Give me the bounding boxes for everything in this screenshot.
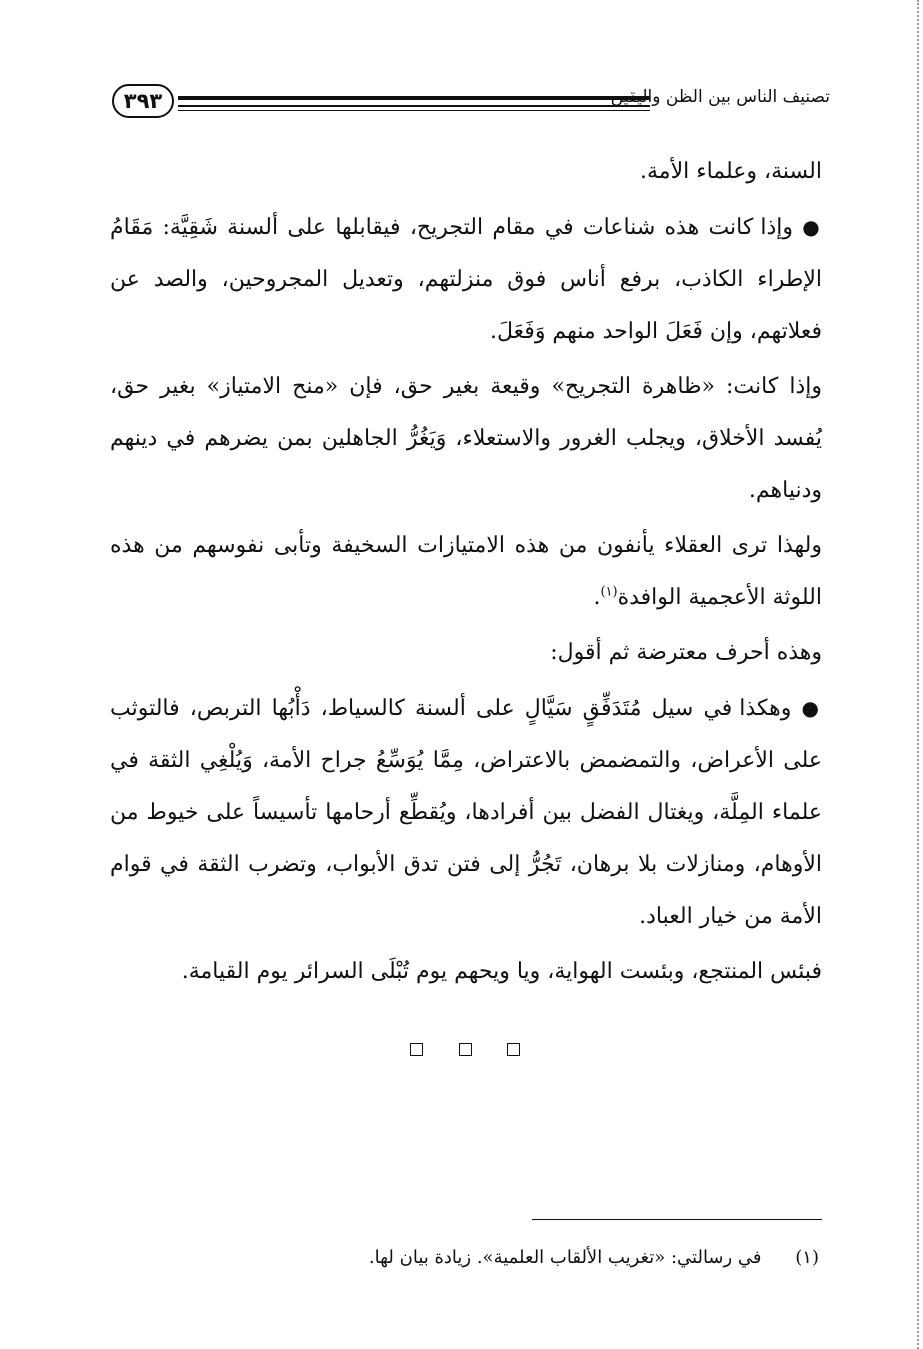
paragraph-text: وهكذا في سيل مُتَدَفِّقٍ سَيَّالٍ على ألسنة كالسياط، دَأْبُها التربص، فالتوثب على الأعراض، والتمضمض بالاعتراض، مِمَّا يُوَسِّعُ جراح الأمة، وَيُلْغِي الثقة في علماء المِلَّة، ويغتال الفضل بين أفرادها، ويُقطِّع أرحامها تأسيساً على خيوط من الأوهام، ومنازلات بلا برهان، تَجُرُّ إلى فتن تدق الأبواب، وتضرب الثقة في قوام الأمة من خيار العباد. — [110, 696, 822, 929]
paragraph — [110, 627, 822, 679]
paragraph-text: فبئس المنتجع، وبئست الهواية، ويا ويحهم يوم تُبْلَى السرائر يوم القيامة. — [181, 959, 822, 984]
paragraph-text: وهذه أحرف معترضة ثم أقول: — [550, 640, 822, 665]
paragraph-text: ولهذا ترى العقلاء يأنفون من هذه الامتيازات السخيفة وتأبى نفوسهم من هذه اللوثة الأعجمية الوافدة — [110, 533, 822, 610]
footnote-reference: (١) — [600, 584, 618, 600]
paragraph — [110, 201, 822, 358]
paragraph — [110, 146, 822, 198]
paragraph-text: السنة، وعلماء الأمة. — [640, 159, 822, 184]
running-title: تصنيف الناس بين الظن واليقين — [610, 87, 830, 107]
bullet-icon: ● — [802, 215, 823, 239]
square-icon — [459, 1043, 472, 1056]
paragraph — [110, 946, 822, 998]
square-icon — [410, 1043, 423, 1056]
paragraph-text: وإذا كانت هذه شناعات في مقام التجريح، فيقابلها على ألسنة شَقِيَّة: مَقَامُ الإطراء الكاذب، برفع أناس فوق منزلتهم، وتعديل المجروحين، والصد عن فعلاتهم، وإن فَعَلَ الواحد منهم وَفَعَلَ. — [110, 215, 822, 344]
page-header — [112, 84, 830, 124]
footnote-text: في رسالتي: «تغريب الألقاب العلمية». زيادة بيان لها. — [368, 1247, 762, 1268]
page-edge-dots — [917, 0, 919, 1349]
paragraph — [110, 520, 822, 624]
footnote-number: (١) — [795, 1247, 819, 1268]
paragraph-text: وإذا كانت: «ظاهرة التجريح» وقيعة بغير حق، فإن «منح الامتياز» بغير حق، يُفسد الأخلاق، ويجلب الغرور والاستعلاء، وَيَغُرُّ الجاهلين بمن يضرهم في دينهم ودنياهم. — [110, 374, 822, 503]
paragraph-text-end: . — [593, 585, 601, 610]
header-rule-mid — [178, 105, 650, 107]
header-rule-thick — [178, 96, 650, 100]
main-text — [110, 146, 822, 1001]
footnote-rule — [532, 1219, 822, 1220]
page-number: ٣٩٣ — [112, 84, 174, 118]
section-separator — [410, 1043, 520, 1059]
square-icon — [507, 1043, 520, 1056]
bullet-icon: ● — [801, 696, 822, 720]
footnote — [369, 1247, 819, 1268]
paragraph — [110, 682, 822, 943]
header-rule-thin — [178, 110, 650, 111]
paragraph — [110, 361, 822, 517]
